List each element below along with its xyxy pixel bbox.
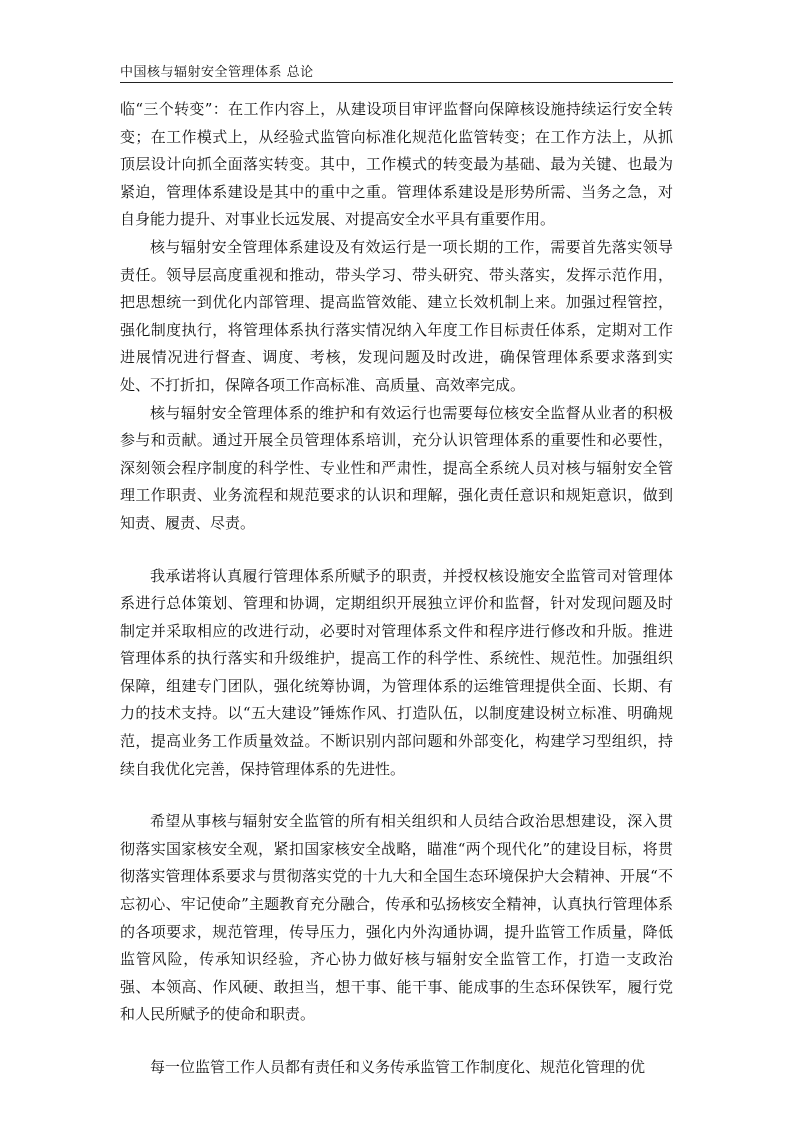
running-header: 中国核与辐射安全管理体系 总论 — [120, 65, 314, 80]
document-body — [120, 96, 673, 1082]
paragraph-responsibility: 每一位监管工作人员都有责任和义务传承监管工作制度化、规范化管理的优 — [150, 1058, 646, 1076]
paragraph-gap — [120, 1029, 673, 1054]
paragraph-leadership: 核与辐射安全管理体系建设及有效运行是一项长期的工作，需要首先落实领导责任。领导层高度重视和推动，带头学习、带头研究、带头落实，发挥示范作用，把思想统一到优化内部管理、提高监管效能、建立长效机制上来。加强过程管控，强化制度执行，将管理体系执行落实情况纳入年度工作目标责任体系，定期对工作进展情况进行督查、调度、考核，发现问题及时改进，确保管理体系要求落到实处、不打折扣，保障各项工作高标准、高质量、高效率完成。 — [120, 237, 673, 394]
header-rule — [120, 82, 673, 83]
paragraph-commitment: 我承诺将认真履行管理体系所赋予的职责，并授权核设施安全监管司对管理体系进行总体策划、管理和协调，定期组织开展独立评价和监督，针对发现问题及时制定并采取相应的改进行动，必要时对管理体系文件和程序进行修改和升版。推进管理体系的执行落实和升级维护，提高工作的科学性、系统性、规范性。加强组织保障，组建专门团队，强化统筹协调，为管理体系的运维管理提供全面、长期、有力的技术支持。以“五大建设”锤炼作风、打造队伍，以制度建设树立标准、明确规范，提高业务工作质量效益。不断识别内部问题和外部变化，构建学习型组织，持续自我优化完善，保持管理体系的先进性。 — [120, 566, 673, 778]
paragraph-participation: 核与辐射安全管理体系的维护和有效运行也需要每位核安全监督从业者的积极参与和贡献。通过开展全员管理体系培训，充分认识管理体系的重要性和必要性，深刻领会程序制度的科学性、专业性和严肃性，提高全系统人员对核与辐射安全管理工作职责、业务流程和规范要求的认识和理解，强化责任意识和规矩意识，做到知责、履责、尽责。 — [120, 403, 673, 532]
paragraph-continued: 临“三个转变”：在工作内容上，从建设项目审评监督向保障核设施持续运行安全转变；在工作模式上，从经验式监管向标准化规范化监管转变；在工作方法上，从抓顶层设计向抓全面落实转变。其中，工作模式的转变最为基础、最为关键、也最为紧迫，管理体系建设是其中的重中之重。管理体系建设是形势所需、当务之急，对自身能力提升、对事业长远发展、对提高安全水平具有重要作用。 — [120, 100, 673, 229]
paragraph-hope: 希望从事核与辐射安全监管的所有相关组织和人员结合政治思想建设，深入贯彻落实国家核安全观，紧扣国家核安全战略，瞄准“两个现代化”的建设目标，将贯彻落实管理体系要求与贯彻落实党的十九大和全国生态环境保护大会精神、开展“不忘初心、牢记使命”主题教育充分融合，传承和弘扬核安全精神，认真执行管理体系的各项要求，规范管理，传导压力，强化内外沟通协调，提升监管工作质量，降低监管风险，传承知识经验，齐心协力做好核与辐射安全监管工作，打造一支政治强、本领高、作风硬、敢担当，想干事、能干事、能成事的生态环保铁军，履行党和人民所赋予的使命和职责。 — [120, 812, 673, 1024]
paragraph-gap — [120, 783, 673, 808]
paragraph-gap — [120, 538, 673, 563]
